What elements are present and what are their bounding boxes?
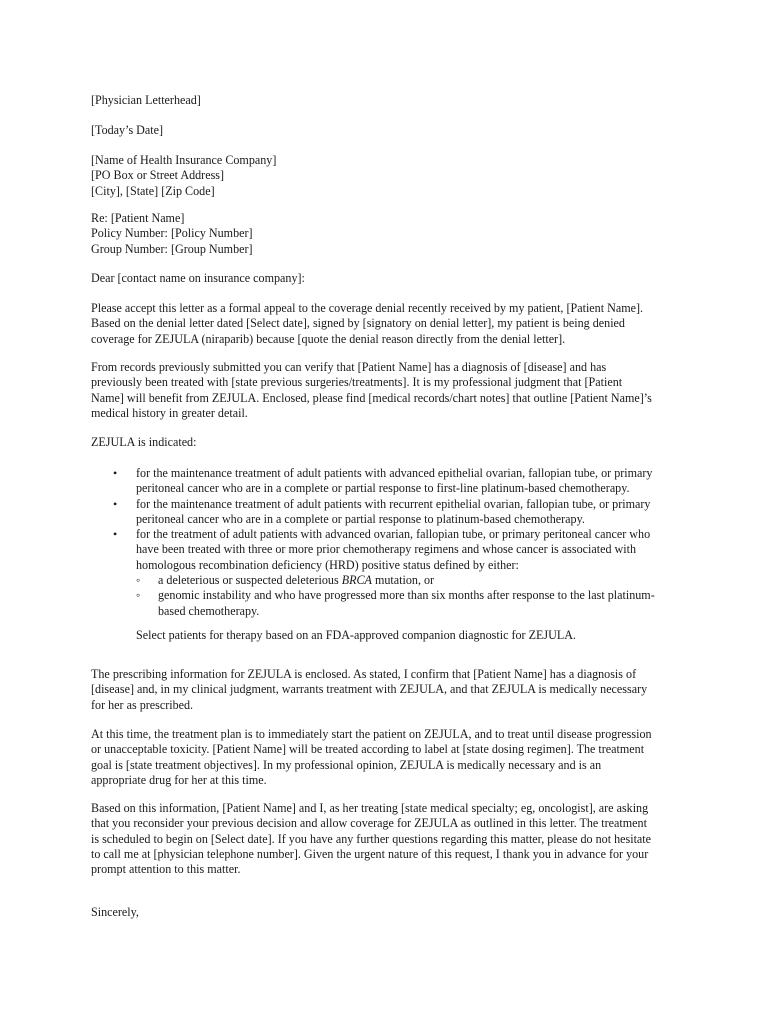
list-item xyxy=(91,497,691,528)
sub-list-item-line: genomic instability and who have progressed more than six months after response to the last platinum- xyxy=(158,588,655,603)
paragraph-request xyxy=(91,801,681,877)
sub-list-item-line: based chemotherapy. xyxy=(158,603,260,618)
sub-item-text: a deleterious or suspected deleterious xyxy=(158,573,342,588)
letterhead-text: [Physician Letterhead] xyxy=(91,93,201,107)
recipient-address xyxy=(91,153,681,199)
paragraph-records xyxy=(91,360,681,421)
list-item-line: for the treatment of adult patients with advanced ovarian, fallopian tube, or primary peritoneal cancer who xyxy=(136,527,651,542)
paragraph-line: The prescribing information for ZEJULA is enclosed. As stated, I confirm that [Patient Name] has a diagnosis of xyxy=(91,667,637,681)
reference-line: Group Number: [Group Number] xyxy=(91,241,253,256)
paragraph-line: medical history in greater detail. xyxy=(91,405,248,420)
list-item-line: peritoneal cancer who are in a complete or partial response to platinum-based chemotherapy. xyxy=(136,511,585,526)
date-text: [Today’s Date] xyxy=(91,123,164,137)
indicated-heading-text: ZEJULA is indicated: xyxy=(91,435,197,449)
sub-bullet-icon: ◦ xyxy=(136,573,141,588)
paragraph-prescribing xyxy=(91,667,681,713)
paragraph-line: [disease] and, in my clinical judgment, warrants treatment with ZEJULA, and that ZEJULA is medically necessary xyxy=(91,682,648,697)
list-item-line: for the maintenance treatment of adult patients with advanced epithelial ovarian, fallopian tube, or primary xyxy=(136,466,653,480)
paragraph-line: previously been treated with [state previous surgeries/treatments]. It is my professional judgment that [Patient xyxy=(91,375,623,390)
paragraph-line: From records previously submitted you can verify that [Patient Name] has a diagnosis of [disease] and has xyxy=(91,360,607,374)
paragraph-line: goal is [state treatment objectives]. In my professional opinion, ZEJULA is medically necessary and is an xyxy=(91,757,602,772)
paragraph-line: that you reconsider your previous decision and allow coverage for ZEJULA as outlined in this letter. The treatment xyxy=(91,816,647,831)
paragraph-line: or unacceptable toxicity. [Patient Name] will be treated according to label at [state dosing regimen]. The treatment xyxy=(91,742,645,757)
salutation-text: Dear [contact name on insurance company]: xyxy=(91,271,305,285)
paragraph-line: appropriate drug for her at this time. xyxy=(91,772,267,787)
address-line: [City], [State] [Zip Code] xyxy=(91,183,215,198)
paragraph-line: Name] will benefit from ZEJULA. Enclosed, please find [medical records/chart notes] that outline [Patient Name]’s xyxy=(91,390,652,405)
closing-text: Sincerely, xyxy=(91,905,139,919)
address-line: [PO Box or Street Address] xyxy=(91,168,225,183)
closing xyxy=(91,905,681,920)
sub-item-text: mutation, or xyxy=(371,573,435,588)
sub-list-item xyxy=(91,573,691,588)
paragraph-treatment-plan xyxy=(91,727,681,788)
paragraph-line: Based on this information, [Patient Name] and I, as her treating [state medical specialty; eg, oncologist], are asking xyxy=(91,801,649,815)
sub-list-item-line xyxy=(158,573,691,588)
list-item xyxy=(91,527,691,573)
paragraph-line: for her as prescribed. xyxy=(91,697,194,712)
paragraph-line: to call me at [physician telephone number]. Given the urgent nature of this request, I thank you in advance for your xyxy=(91,846,649,861)
paragraph-line: At this time, the treatment plan is to immediately start the patient on ZEJULA, and to treat until disease progression xyxy=(91,727,652,741)
indication-list xyxy=(91,466,691,619)
bullet-icon: • xyxy=(113,466,118,480)
list-item-line: homologous recombination deficiency (HRD) positive status defined by either: xyxy=(136,557,519,572)
select-patients-text: Select patients for therapy based on an FDA-approved companion diagnostic for ZEJULA. xyxy=(136,628,576,642)
list-item-line: have been treated with three or more prior chemotherapy regimens and whose cancer is associated with xyxy=(136,542,637,557)
salutation xyxy=(91,271,681,286)
sub-list-item xyxy=(91,588,691,619)
select-patients-note xyxy=(136,628,726,643)
list-item-line: peritoneal cancer who are in a complete or partial response to first-line platinum-based chemotherapy. xyxy=(136,481,630,496)
reference-line: Re: [Patient Name] xyxy=(91,211,185,225)
bullet-icon: • xyxy=(113,496,118,511)
list-item xyxy=(91,466,691,497)
paragraph-line: prompt attention to this matter. xyxy=(91,862,241,877)
indicated-heading xyxy=(91,435,681,450)
sub-bullet-icon: ◦ xyxy=(136,588,141,603)
paragraph-appeal xyxy=(91,301,681,347)
letter-date xyxy=(91,123,681,138)
sub-item-italic: BRCA xyxy=(341,573,372,588)
letterhead xyxy=(91,93,681,108)
address-line: [Name of Health Insurance Company] xyxy=(91,153,277,167)
paragraph-line: is scheduled to begin on [Select date]. If you have any further questions regarding this matter, please do not hesitate xyxy=(91,831,652,846)
paragraph-line: Please accept this letter as a formal appeal to the coverage denial recently received by my patient, [Patient Name]. xyxy=(91,301,644,315)
bullet-icon: • xyxy=(113,527,118,542)
reference-block xyxy=(91,211,681,257)
paragraph-line: Based on the denial letter dated [Select date], signed by [signatory on denial letter], my patient is being denied xyxy=(91,316,625,331)
reference-line: Policy Number: [Policy Number] xyxy=(91,226,253,241)
list-item-line: for the maintenance treatment of adult patients with recurrent epithelial ovarian, fallopian tube, or primary xyxy=(136,496,651,511)
paragraph-line: coverage for ZEJULA (niraparib) because [quote the denial reason directly from the denial letter]. xyxy=(91,331,566,346)
